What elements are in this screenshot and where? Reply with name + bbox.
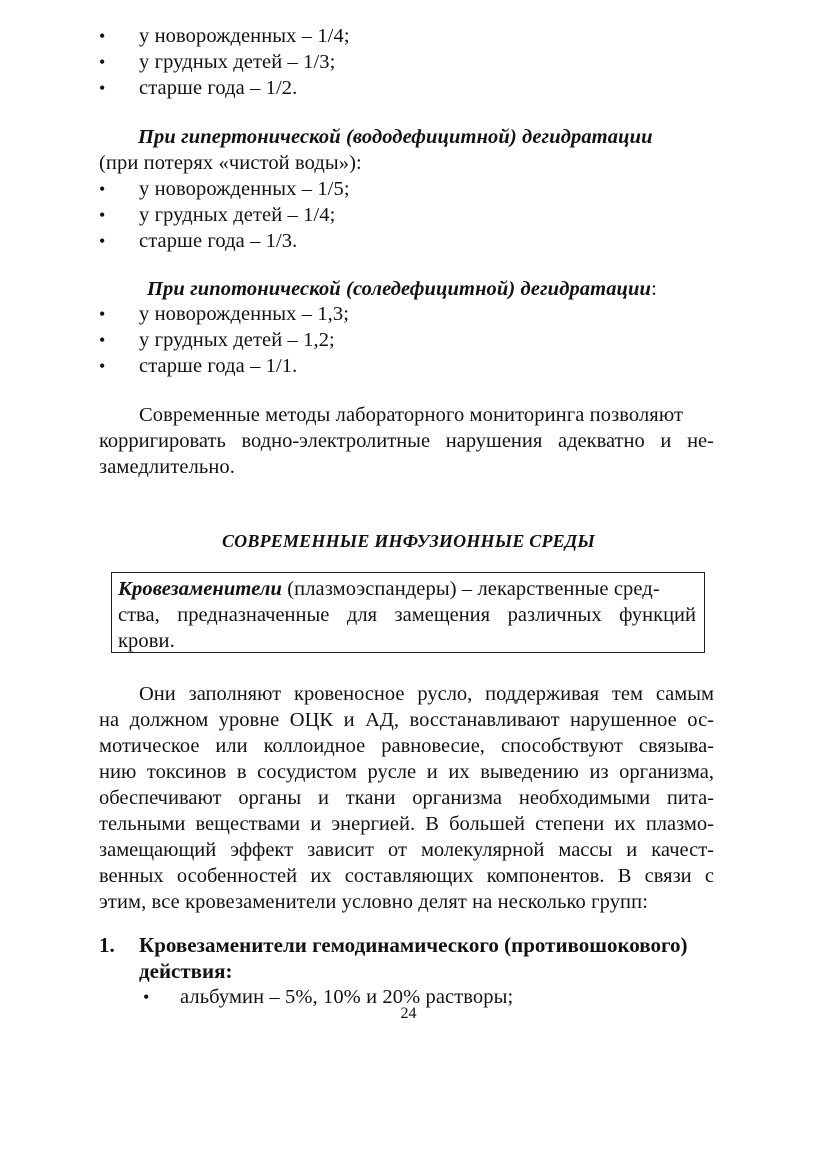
bullet-marker: • (99, 26, 106, 46)
hypotonic-heading-colon: : (651, 278, 657, 300)
group-number: 1. (99, 933, 115, 957)
definition-line: крови. (118, 630, 175, 652)
list-item: у грудных детей – 1,2; (139, 329, 335, 351)
paragraph-line: нию токсинов в сосудистом русле и их выведению из организма, (99, 761, 714, 783)
paragraph-line: замещающий эффект зависит от молекулярной массы и качест- (99, 839, 714, 861)
paragraph-line: Современные методы лабораторного мониторинга позволяют (139, 404, 684, 426)
definition-term: Кровезаменители (118, 578, 282, 600)
list-item: старше года – 1/1. (139, 355, 298, 377)
list-item: у новорожденных – 1,3; (139, 303, 350, 325)
definition-line (118, 576, 698, 602)
page-number: 24 (400, 1005, 417, 1022)
paragraph-line: Они заполняют кровеносное русло, поддерживая тем самым (139, 683, 714, 705)
list-item: у грудных детей – 1/4; (139, 204, 336, 226)
definition-text: (плазмоэспандеры) – лекарственные сред- (282, 578, 660, 600)
hypertonic-subtitle: (при потерях «чистой воды»): (99, 152, 362, 174)
bullet-marker: • (143, 987, 150, 1007)
list-item: старше года – 1/2. (139, 77, 298, 99)
paragraph-line: тельными веществами и энергией. В большей степени их плазмо- (99, 813, 714, 835)
paragraph-line: обеспечивают органы и ткани организма необходимыми пита- (99, 787, 714, 809)
paragraph-line: венных особенностей их составляющих компонентов. В связи с (99, 865, 714, 887)
hypertonic-heading: При гипертонической (вододефицитной) дегидратации (138, 126, 653, 148)
list-item: у новорожденных – 1/4; (139, 25, 350, 47)
list-item: альбумин – 5%, 10% и 20% растворы; (180, 986, 514, 1008)
bullet-marker: • (99, 78, 106, 98)
paragraph-line: этим, все кровезаменители условно делят на несколько групп: (99, 891, 648, 913)
hypotonic-heading-text: При гипотонической (соледефицитной) дегидратации (147, 278, 652, 300)
section-title: СОВРЕМЕННЫЕ ИНФУЗИОННЫЕ СРЕДЫ (221, 531, 596, 551)
bullet-marker: • (99, 179, 106, 199)
paragraph-line: мотическое или коллоидное равновесие, способствуют связыва- (99, 735, 714, 757)
list-item: у грудных детей – 1/3; (139, 51, 336, 73)
bullet-marker: • (99, 330, 106, 350)
bullet-marker: • (99, 52, 106, 72)
bullet-marker: • (99, 304, 106, 324)
list-item: у новорожденных – 1/5; (139, 178, 350, 200)
group-heading-line: Кровезаменители гемодинамического (противошокового) (139, 933, 688, 957)
paragraph-line: на должном уровне ОЦК и АД, восстанавливают нарушенное ос- (99, 709, 714, 731)
bullet-marker: • (99, 205, 106, 225)
definition-line: ства, предназначенные для замещения различных функций (118, 604, 696, 626)
group-heading-line: действия: (139, 959, 233, 983)
bullet-marker: • (99, 231, 106, 251)
list-item: старше года – 1/3. (139, 230, 298, 252)
paragraph-line: замедлительно. (99, 456, 236, 478)
paragraph-line: корригировать водно-электролитные нарушения адекватно и не- (99, 430, 714, 452)
hypotonic-heading (147, 276, 657, 302)
bullet-marker: • (99, 356, 106, 376)
